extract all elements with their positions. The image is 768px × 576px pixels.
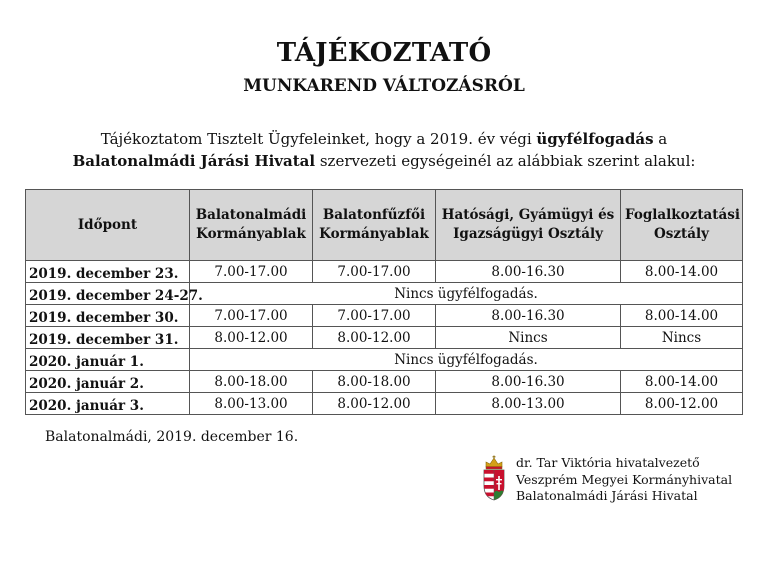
signature-office: Veszprém Megyei Kormányhivatal xyxy=(516,471,733,487)
table-row xyxy=(26,305,743,327)
hungarian-coat-of-arms-icon xyxy=(481,455,507,501)
row-date: 2020. január 2. xyxy=(26,371,190,393)
intro-bold-2: Balatonalmádi Járási Hivatal xyxy=(72,152,316,170)
schedule-table xyxy=(25,189,743,415)
signature-name: dr. Tar Viktória hivatalvezető xyxy=(516,455,700,470)
table-row xyxy=(26,349,743,371)
header-idopont: Időpont xyxy=(26,190,190,261)
cell-value: 8.00-13.00 xyxy=(436,393,621,415)
cell-value: 7.00-17.00 xyxy=(190,305,313,327)
cell-value: 8.00-12.00 xyxy=(313,327,436,349)
intro-text-3: szervezeti egységeinél az alábbiak szerint alakul: xyxy=(315,152,696,170)
cell-value: 8.00-14.00 xyxy=(621,261,743,283)
signature-department: Balatonalmádi Járási Hivatal xyxy=(516,488,698,503)
cell-value: 8.00-13.00 xyxy=(190,393,313,415)
row-date: 2019. december 24-27. xyxy=(26,283,190,305)
table-row xyxy=(26,327,743,349)
intro-paragraph xyxy=(30,128,738,172)
cell-value: 8.00-18.00 xyxy=(190,371,313,393)
header-hatosagi: Hatósági, Gyámügyi és Igazságügyi Osztály xyxy=(436,190,621,261)
place-date: Balatonalmádi, 2019. december 16. xyxy=(45,429,299,445)
cell-value: 8.00-12.00 xyxy=(621,393,743,415)
cell-merged: Nincs ügyfélfogadás. xyxy=(190,283,743,305)
table-row xyxy=(26,261,743,283)
table-row xyxy=(26,393,743,415)
header-foglalkoztatasi: Foglalkoztatási Osztály xyxy=(621,190,743,261)
cell-value: 8.00-12.00 xyxy=(313,393,436,415)
table-header-row xyxy=(26,190,743,261)
intro-text-2: a xyxy=(653,130,668,148)
cell-value: 8.00-12.00 xyxy=(190,327,313,349)
intro-text-1: Tájékoztatom Tisztelt Ügyfeleinket, hogy a 2019. év végi xyxy=(100,130,537,148)
cell-value: 8.00-16.30 xyxy=(436,305,621,327)
cell-value: 7.00-17.00 xyxy=(190,261,313,283)
row-date: 2020. január 1. xyxy=(26,349,190,371)
cell-value: Nincs xyxy=(621,327,743,349)
cell-value: 7.00-17.00 xyxy=(313,261,436,283)
table-row xyxy=(26,283,743,305)
signature-block xyxy=(516,455,732,505)
document-title: TÁJÉKOZTATÓ xyxy=(276,38,492,68)
row-date: 2019. december 31. xyxy=(26,327,190,349)
row-date: 2019. december 30. xyxy=(26,305,190,327)
row-date: 2020. január 3. xyxy=(26,393,190,415)
cell-value: 8.00-16.30 xyxy=(436,371,621,393)
cell-value: 8.00-16.30 xyxy=(436,261,621,283)
header-balatonalmadi: Balatonalmádi Kormányablak xyxy=(190,190,313,261)
header-balatonfuzfo: Balatonfűzfői Kormányablak xyxy=(313,190,436,261)
cell-value: 7.00-17.00 xyxy=(313,305,436,327)
row-date: 2019. december 23. xyxy=(26,261,190,283)
cell-merged: Nincs ügyfélfogadás. xyxy=(190,349,743,371)
cell-value: 8.00-14.00 xyxy=(621,371,743,393)
cell-value: 8.00-18.00 xyxy=(313,371,436,393)
cell-value: 8.00-14.00 xyxy=(621,305,743,327)
cell-value: Nincs xyxy=(436,327,621,349)
document-subtitle: MUNKAREND VÁLTOZÁSRÓL xyxy=(243,76,525,96)
intro-bold-1: ügyfélfogadás xyxy=(536,130,654,148)
table-row xyxy=(26,371,743,393)
